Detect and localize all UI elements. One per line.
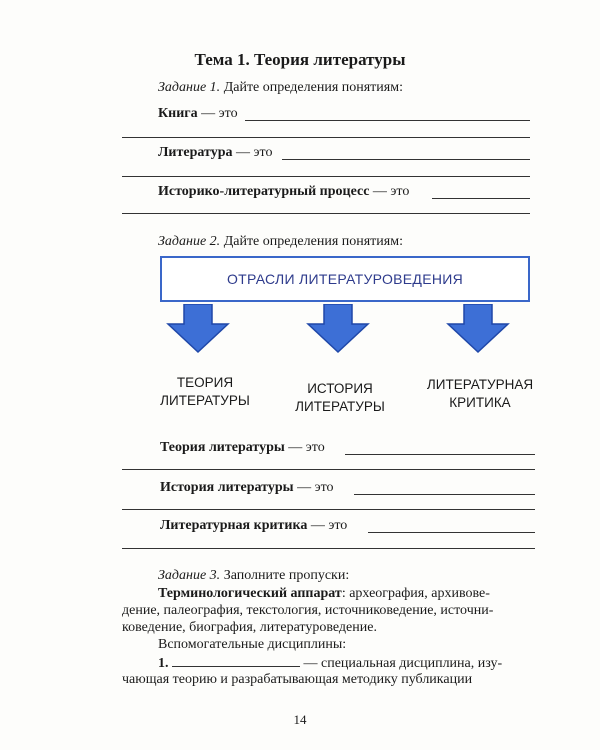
branch-criticism bbox=[415, 376, 545, 412]
branches-header-text: ОТРАСЛИ ЛИТЕРАТУРОВЕДЕНИЯ bbox=[226, 271, 464, 287]
branches-header-box bbox=[160, 256, 530, 302]
branch-line: ЛИТЕРАТУРНАЯ bbox=[426, 377, 534, 392]
down-arrow-icon bbox=[166, 304, 230, 354]
page-title: Тема 1. Теория литературы bbox=[194, 50, 406, 69]
item-number: 1. bbox=[158, 656, 169, 671]
apparatus-term: Терминологический аппарат bbox=[158, 586, 342, 601]
term-history: История литературы bbox=[160, 480, 294, 495]
branch-theory bbox=[150, 374, 260, 410]
task2-item-theory bbox=[160, 440, 325, 456]
apparatus-text: : археография, архивове- bbox=[341, 586, 490, 601]
term-book: Книга bbox=[158, 106, 198, 121]
branch-line: ЛИТЕРАТУРЫ bbox=[295, 399, 385, 414]
term-suffix: — это bbox=[369, 184, 410, 199]
blank-fill[interactable] bbox=[172, 654, 300, 667]
task2-heading bbox=[158, 234, 403, 250]
term-criticism: Литературная критика bbox=[160, 518, 308, 533]
down-arrow-icon bbox=[306, 304, 370, 354]
term-suffix: — это bbox=[197, 106, 238, 121]
branch-line: ТЕОРИЯ bbox=[176, 375, 234, 390]
answer-line[interactable] bbox=[122, 137, 530, 138]
item-text: — специальная дисциплина, изу- bbox=[303, 656, 503, 671]
aux-item-1-cont: чающая теорию и разрабатывающая методику публикации bbox=[122, 672, 473, 687]
answer-line[interactable] bbox=[368, 532, 535, 533]
answer-line[interactable] bbox=[122, 509, 535, 510]
task1-heading bbox=[158, 80, 403, 96]
task2-label: Задание 2. bbox=[158, 234, 221, 249]
apparatus-line: дение, палеография, текстология, источниковедение, источни- bbox=[122, 603, 494, 618]
answer-line[interactable] bbox=[282, 159, 530, 160]
apparatus-paragraph bbox=[122, 585, 540, 636]
task2-item-history bbox=[160, 480, 334, 496]
term-theory: Теория литературы bbox=[160, 440, 285, 455]
branch-history bbox=[285, 380, 395, 416]
term-suffix: — это bbox=[232, 145, 273, 160]
answer-line[interactable] bbox=[122, 548, 535, 549]
task1-label: Задание 1. bbox=[158, 80, 221, 95]
task2-instruction: Дайте определения понятиям: bbox=[223, 234, 403, 249]
answer-line[interactable] bbox=[122, 213, 530, 214]
term-literature: Литература bbox=[158, 145, 233, 160]
term-suffix: — это bbox=[284, 440, 325, 455]
aux-disciplines-heading: Вспомогательные дисциплины: bbox=[158, 637, 347, 652]
branch-line: КРИТИКА bbox=[449, 395, 511, 410]
down-arrow-icon bbox=[446, 304, 510, 354]
term-suffix: — это bbox=[307, 518, 348, 533]
answer-line[interactable] bbox=[354, 494, 535, 495]
page-number: 14 bbox=[293, 712, 307, 727]
task3-heading bbox=[158, 568, 349, 584]
task1-item-book bbox=[158, 106, 238, 122]
branch-line: ЛИТЕРАТУРЫ bbox=[160, 393, 250, 408]
task3-label: Задание 3. bbox=[158, 568, 221, 583]
aux-item-1 bbox=[158, 654, 540, 672]
task3-instruction: Заполните пропуски: bbox=[223, 568, 350, 583]
answer-line[interactable] bbox=[122, 176, 530, 177]
answer-line[interactable] bbox=[345, 454, 535, 455]
answer-line[interactable] bbox=[122, 469, 535, 470]
branch-line: ИСТОРИЯ bbox=[307, 381, 373, 396]
task1-instruction: Дайте определения понятиям: bbox=[223, 80, 403, 95]
answer-line[interactable] bbox=[432, 198, 530, 199]
task1-item-literature bbox=[158, 145, 272, 161]
term-suffix: — это bbox=[293, 480, 334, 495]
answer-line[interactable] bbox=[245, 120, 530, 121]
task2-item-criticism bbox=[160, 518, 347, 534]
apparatus-line: коведение, биография, литературоведение. bbox=[122, 620, 377, 635]
term-literary-process: Историко-литературный процесс bbox=[158, 184, 370, 199]
task1-item-process bbox=[158, 184, 409, 200]
apparatus-line bbox=[122, 585, 540, 602]
